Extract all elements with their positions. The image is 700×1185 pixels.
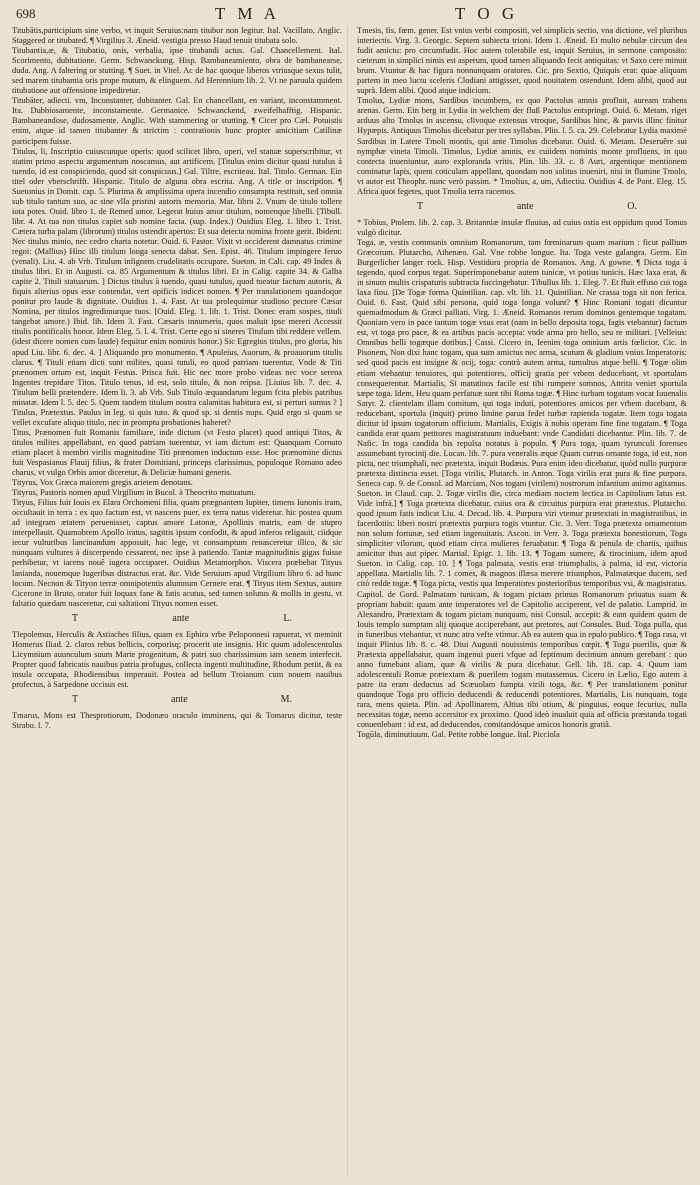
entry-titubatus: Titubātis,participium sine verbo, vt inquit Seruius:nam titubor non legitur. Ital. Vacillato, Anglic. Staggered or titubated. ¶ Virgilius 3. Æneid. vestigia presso Haud tenuit titubata solo.	[12, 26, 342, 46]
section-next-letter: O.	[627, 200, 637, 212]
section-ante: ante	[171, 694, 188, 705]
section-next-letter: M.	[280, 694, 292, 705]
page-header	[0, 4, 700, 26]
entry-titus: Titus, Prænomen fuit Romanis familiare, inde dictum (vt Festo placet) quod antiqui Titos, & titulos milites appellabant, eo quod patriam tuerentur, vt iam dictum est: Quanquam Cornuto etiam placet à membri virilis magnitudine Titi prænomen inductum esse. Hoc prænomine dictus fuit Vespasianus Flauij filius, & frater Domitiani, princeps clarissimus, populoque Romano adeo charus, vt vulgo Orbis amor diceretur, & Deliciæ humani generis.	[12, 427, 342, 478]
entry-tityrus-pastor: Tityrus, Pastoris nomen apud Virgilium in Bucol. à Theocrito mutuatum.	[12, 488, 256, 498]
entry-titubanter: Titubāter, adiecti. vm, Inconstanter, dubitanter. Gal. En chancellant, en variant, inconstamment. Ita. Dubbiosamente, inconstamente. Germanice. Schwanckend, zweifelhafftig. Hispanic. Bambaneandose, dudosamente. Anglic. With stammering or stutting. ¶ Cicer pro Cæl. Potuistis enim, atque id tamen titubanter & strictim : contrationis hunc propter amicitiam Catilinæ participem fuisse.	[12, 96, 342, 146]
section-letter: T	[417, 200, 424, 212]
section-next-letter: L.	[283, 612, 292, 624]
entry-tmolus: Tmolus, Lydiæ mons, Sardibus incumbens, ex quo Pactolus amnis profluit, auream trahens arenas. Germ. Ein berg in Lydia in welchem der fluß Pactolus entspringt. Ouid. 6. Metam. riget arduus alto Tmolus in ascensu, clivoque extensus vtroque, Sardibus hinc, & parvis illinc finitur Hypæpis. Antiquus Timolus dicebatur per tres syllabas. Plin. l. 5. ca. 29. Celebratur Lydia maximè Sardibus in Latere Tmoli montis, qui ante Timolus dicebatur. Ouid. 6. Metam. Deseruêre sui nymphæ vineta Timoli. Timolus, Lydiæ amnis, ex cuiidem nominis monte profluens, in quo contecta inueniuntur, auro exploranda vritis. Plin. lib. 33. c. 8 Auri, argentique mentionem cominatur lapis, quem coticulam appellant, quondam non solitus inueniri, nisi in flumine Tmolo, vt autor est Theophr. nunc verò passim. * Tmolius, a, um, Adiectiu. Ouidius 4. de Pont. Eleg. 15. Africa quot fegetes, quot Tmolia terra racemos.	[357, 96, 687, 196]
entry-tityrus-greek: Tityrus, Vox Græca maiorem gregis arietem denotans.	[12, 478, 193, 488]
entry-tityus: Tityus, Filius fuit Iouis ex Elara Orchomeni filia, quam prægnantem Iupiter, timens Iunonis iram, occultauit in terra : ex quo factum est, vt nascens puer, ex terra natus videretur. hic postea quum ad integram ætatem peruenisset, captus amore Latonæ, Apollinis matris, eam de stupro interpellauit. Quamobrem Apollo iratus, sagittis ipsum confodit, & apud inferos religauit, ciidque iecur vulturibus lancinandum apposuit, hac lege, vt consumptum renasceretur illico, & sic nunquam vultures à discerpendo cessarent, nec ipse à patiendo. Tantæ magnitudinis gigas fuisse perhibetur, vt iacens nouê iugera occuparet. Ouidius Metamorphos. Viscera præbebat Tityus lanianda, nouemque Iugeribus distractus erat. &c. Vide Seruium apud Virgilium libro 6. ad hunc locum. Necnon & Tityon terræ omnipotentis alumnum Cernere erat. ¶ Tityus item Sextus, autore Cicerone in Bruto, orator fuit loquax fane & fatis acutus, sed tamen solutus & mollis in gestu, vt faltatio quædam nasceretur, cui saltationi Tityus nomen esset.	[12, 498, 342, 608]
entry-tlepolemus: Tlepolemus, Herculis & Astiaches filius, quam ex Ephira vrbe Peloponnesi rapuerat, vt meminit Homerus Iliad. 2. claros rebus bellicis, corporisq; procerit ate insignis. Hic quum adolescentulus Licymnium auunculum suum Marte progenitum, & patri suo charissimum iam senem interfecit. Propter quod fabricatis nauibus patria profugus, collecta ingenti multitudine, Rhodum petiit, & ea insula occupata, Rhodiensibus imperauit. Postea ad bellum Troianum cum nouem nauibus profectus, à Sarpedone occisus est.	[12, 629, 342, 689]
entry-toga: Toga, æ, vestis communis omnium Romanorum, tam fœminarum quam marium : ficut pallium Græcorum. Plutarcho, Athenæo. Gal. Vne robbe longue. Ita. Toga veste galangra. Germ. Ein Burgerlicher langer rock. Hisp. Vestidura propria de Romanos. Ang. A gowne. ¶ Dicta toga à tegendo, quod corpus tegat. Superimponebatur autem tunicæ, vt potius tunicis. Hæc laxa erat, & in sinum multis crispaturis subtracta fuccingebatur. Tibullus lib. 1. Eleg. 7. Et fluit effuso cui toga laxa finu. [De Togæ forma Quintilian. cap. vlt. lib. 11. Quintilian. Ne crassa toga sit non ferica. Ouid. 6. Fast. Quid sibi persona, quid toga longa volunt? ¶ Hinc Romani togati dicuntur quemadmodum & Græci palliati. Virg. 1. Æneid. Romanos rerum dominos gentemque togatam. Quoniam vero in pace tantum togæ vsus erat (nam in bello deposita toga, fagis vtebantur) factum est, vt toga pro pace, & ea artibus pacis accepta: vnde arma pro bello, seu re militari. [Velleius: Omnibus belli togæque dotibus.] Cassi. Cicero in, Ieenim toga omnium artis fœlicior. Cic. in Pisonem, Non dixi hanc togam, qua sum amictus nec arma, scutum & gladium vnius Imperatoris: sed quod pacis est insigne & ocij, toga: contrà autem arma, tumultus atque belli. ¶ Togæ olim etiam vtebantur tenuiores, qui potentiores, officij gratia per vrbem deducebant, vt sportulam consequerentur. Martialis, Si matutinos facile est tibi rumpere somnos, Attrita veniet sportula sæpe toga. Idem, Heu quam perfatuæ sunt tibi Roma togæ. ¶ Hinc turbam togatam vocat Iuuenalis Satyr. 2. clientelam illam comitum, qui toga induti, potentiores amicos per vrbem ducebant, & reducebant, sportula (inquit) primo limine parua fedet turbæ rapienda togatæ. Item toga togata dicitur id ipsum togatorum officium. Martialis, Exigis à nobis operam fine fine togatam. ¶ Toga candida erat quam petitores magistratuum induebant: vnde Candidati dicebantur. Plin. lib. 7. de Nafic. In toga candida bis repulsa notatus à populo. ¶ Pura toga, quam tyrunculi forenses assumebant tyrocinij die. Lucan. lib. 7. pura veneralis æque Quam currus ornante toga, id est, non picta, nec triumphali, nec prætexta, inquit Budæus. Pura enim ideo dicebatur, quòd nullo purpuræ prætexta distincta esset. [Toga virilis, Plutarch. in Anton. Toga virilis erat pura & fine purpura. Seneca cap. 9. de Consol. ad Marciam, Nos togam (virilem) nostrorum infantium animo agitamus. Sueton. in Claud. cap. 2. Togæ virilis die, circa mediam noctem lectica in Capitolium latus est. Vide infrà.] ¶ Toga prætexta dicebatur, cuius ora & circuitus purpura erat prætextus. Plutarcho. quod ipsum fatis indicat Liu. 4. Decad. lib. 4. Purpura viri vtemur prætextati in magistratibus, in facerdotiis: liberi nostri prætextis purpura togis vtuntur. Cic. 3. Verr. Toga prætexta ornamentum non solum fortunæ, sed etiam ingenuitatis. Ascon. in Verr. 3. Toga prætexta honestiorum, Toga simpliciter vilorum, quod etiam circa mulieres feruabatur. ¶ Toga & penula de chartis, quibus amicitur thus aut piper. Martial. Epigr. 1. lib. 13. ¶ Togam sumere, & tirocinium, idem apud Sueton. in Calig. cap. 10. ] ¶ Toga palmata, vestis erat triumphalis, à palma, id est, victoria appellata. Martialis lib. 7. 1 comes, & magnos illæsa merere triumphos, Palmatæque ducem, sed citò redde togæ. ¶ Toga picta, vestis qua Imperatores posterioribus temporibus vsi, & magistratus. Capitol. de Gord. Palmatam tunicam, & togam pictam primus Romanorum priuatus suam & propriam habuit: quum ante imperatores vel de Capitolio acciperent, vel de palatio. Lamprid. in Alexandro, Prætextam & togam pictam nunquam, nisi Consul, accepit: & eam quidem quam de Iouis templo sumptam alij quoque acciperebant, aut pretores, aut Consules. Bud. Toga pulla, qua in funeribus vtebantur, vt nunc atra vefte vtimur. Ab ea autem qua in epulo publico. ¶ Toga rasa, vt inquit Plinius lib. 8. c. 48. Diui Augusti nouissimis temporibus cœpit. ¶ Toga puerilis, quæ & Prætexta appellabatur, quam ingenui pueri vfque ad feptimum decimum annum gerebant : quo anno fumebant aliam, quæ & virilis & pura dicebatur. Gell. lib. 18. cap. 4. Quum iam adolescentuli Romæ prætextam & puerilem togam mutassemus. Cicero in Lælio, Ego autem à patre ita eram deductus ad Scæuolam fumpta virili toga, &c. ¶ Per translationem ponitur quandoque Toga pro officio deducendi & reducendi potentiores. Martialis, Lis nunquam, toga rara, mens quieta. Plin. ad Apollinarem, Altius tibi otium, & pinguius, eoque fecurius, nulla necessitas togæ, nemo accersitor ex proximo. Quod ideò inualuit quia ad officia præstanda togati conuenlebant : id est, ad deducendos, comitandósque amicos honoris gratiâ.	[357, 237, 687, 730]
entry-titubantia: Titubantia,æ, & Titubatio, onis, verbalia, ipse titubandi actus. Gal. Chancellement. Ital. Scorimento, dubitatione. Germ. Schwanckung. Hisp. Bambaneamiento, obra de bambanearse, duda. Ang. A faltering or stutting. ¶ Suet. in Vitel. Ac de hac quoque liberos vtriusque sexus tulit, sed marem titubantia oris prope mutum, & elinguem. Ad Herennium lib. 2. Vt ne paruula quidem titubatione aut offensione impediretur.	[12, 46, 342, 96]
left-column	[12, 26, 342, 1176]
section-header-t-ante-m	[72, 693, 292, 707]
entry-togula: Togūla, diminutiuum. Gal. Petite robbe longue. Ital. Picciola	[357, 730, 560, 740]
section-letter: T	[72, 694, 79, 705]
right-column	[357, 26, 687, 1176]
entry-tmarus: Tmarus, Mons est Thesprotiorum, Dodonæo oraculo imminens, qui & Tomarus dicitur, teste Strabo. l. 7.	[12, 711, 342, 731]
right-running-head: T O G	[455, 4, 519, 23]
entry-titulus: Titulus, li, Inscriptio cuiuscunque operis: quod scilicet libro, operi, vel statuæ superscribitur, vt statim primo aspectu argumentum noscamus, aut artificem. [Titulus enim dicitur quasi tutulus à tuendo, id est conspiciendo, quod sit conspicuus.] Gal. Tiltre, escriteau. Ital. Titolo. German. Ein titel oder vberschrifft. Hispanic. Titulo de alguna obra escrita. Ang. A title or inscription. ¶ Suetonius in Domit. cap. 5. Plurima & amplissima opera incendio consumpta restituit, sed omnia sub titulo tantum suo, ac sine vlla pristini autoris memoria. Mar. libro 2. Vnum de titulo tollere iota potes. Ouid. libro 1. de Remed amor. Legerat huius amor titulum, nomenque libelli. [Tibull. libr. 4. At tua non titulus capiet sub nomine facta. (sup. Index.) Ouidius Eleg. 1. libro 1. Trist. Cætera turba palam (librorum) titulos ostendit apertos: Et sua detecta nomina fronte gerit. Ibidem: Nec titulus minio, nec cedro charta notetur. Ouid. 6. Fastor. Vixit vt occiderent damnatus crimine regni: (Mallius) Hinc illi titulum longa senecta dabat. Sen. Epist. 46. Titulum impingere feruo (venali). Liu. 4. ab Vrb. Titulum infignem crudelitatis occupare. Sueton. in Cali. cap. 49 Index & titulus libri. Et in Augusti. ca. 85 Argumentum & titulus libri. Et in Calig. capite 34. & Galba capite 2. Tituli statuarum. ] Dictus titulus à tuendo, quasi tutulus, quod tueatur factum autoris, & fiquis alterius opus esse contendat, vert opificis indicet nomen. ¶ Per translationem quandoque ponitur pro laude & dignitate. Ouidius 1. 4. Fast. At tua prolequimur studioso pectore Cæsar Nomina, per titulos ingredimurque tuos. [Ouid. Eleg. 1. lib. 1. Trist. Donec eram sospes, tituli tangebat amore.) Ibid. lib. Idem 3. Fast. Cæsaris innumeris, quos maluit ipse mereri Accessit titulis pontificalis honor. Idem Eleg. 5. l. 4. Trist. Certe ego si sineres Titulum tibi reddere vellem. (idest dicere nomen cum laude) fequitur enim nominis honor.) Sic Egregius titulus, pro gloria, his apud Liu. libr. 6. dec. 4. ] Aliquando pro monumento. ¶ Apuleius, Auorum, & proauorum titulis clarus. ¶ Tituli etiam dicti sunt milites, quasi tutuli, eo quod patriam tuerentur. Vnde & Titi prænomen ortum est, inquit Festus. Prisca fuit. Hic nec more probo videas nec voce serena Ingentes trepidare Titos. Titulo tenus, id est, solo titulo, & non reipsa. [Liuius lib. 7. dec. 4. Titulum belli prætendere. Idem li. 3. ab Vrb. Sub Titulo æquandarum legum fcita plebis patribus minatæ. Idem l. 5. dec 5. Quem tandem titulum nostra calamitas habitura est, si perturi sumus ? ] Titulus, Prætextus. Paulus in leg. si quis tuto. & quod sp. si dentis nups. Quid ergo si quum se vellet excufare aliquo titulo, nec in promptu probationes haberet?	[12, 146, 342, 427]
section-header-t-ante-o	[417, 200, 637, 214]
column-divider	[347, 26, 348, 1176]
page-number: 698	[16, 6, 36, 21]
section-ante: ante	[516, 200, 534, 212]
section-letter: T	[72, 612, 79, 624]
entry-tobius: * Tobius, Ptolem. lib. 2. cap. 3. Britanniæ insulæ fluuius, ad cuius ostia est oppidum quod Tomus vulgò dicitur.	[357, 217, 687, 237]
section-ante: ante	[172, 612, 190, 624]
section-header-t-ante-l	[72, 612, 292, 626]
entry-tmesis: Tmesis, fis, fœm. gener. Est vnius verbi compositi, vel simplicis sectio, vna dictione, vel pluribus interiectis. Virg. 3. Georgic. Septem subiecta trioni. Idem 1. Æneid. Et multo nebulæ circum dea fudit amictu: pro circumfudit. Hoc autem tolerabile est, inquit Seruius, in sermone composito: cæterum in simplici nimis est asperum, quod tamen aliquando fecit antiquitas: vt Saxo cere minuit brum. Vtuntur & hac figura nonnunquam oratores. Cic. pro Sextio, Quiquis erat: quae aliquam partem in meo luctu sceleris Clodiani attigisset, quod nouitatem ostendunt. Idem alibi, quod aut suprà. Idem alibi. Quod atque indicium.	[357, 26, 687, 96]
left-running-head: T M A	[215, 4, 281, 23]
